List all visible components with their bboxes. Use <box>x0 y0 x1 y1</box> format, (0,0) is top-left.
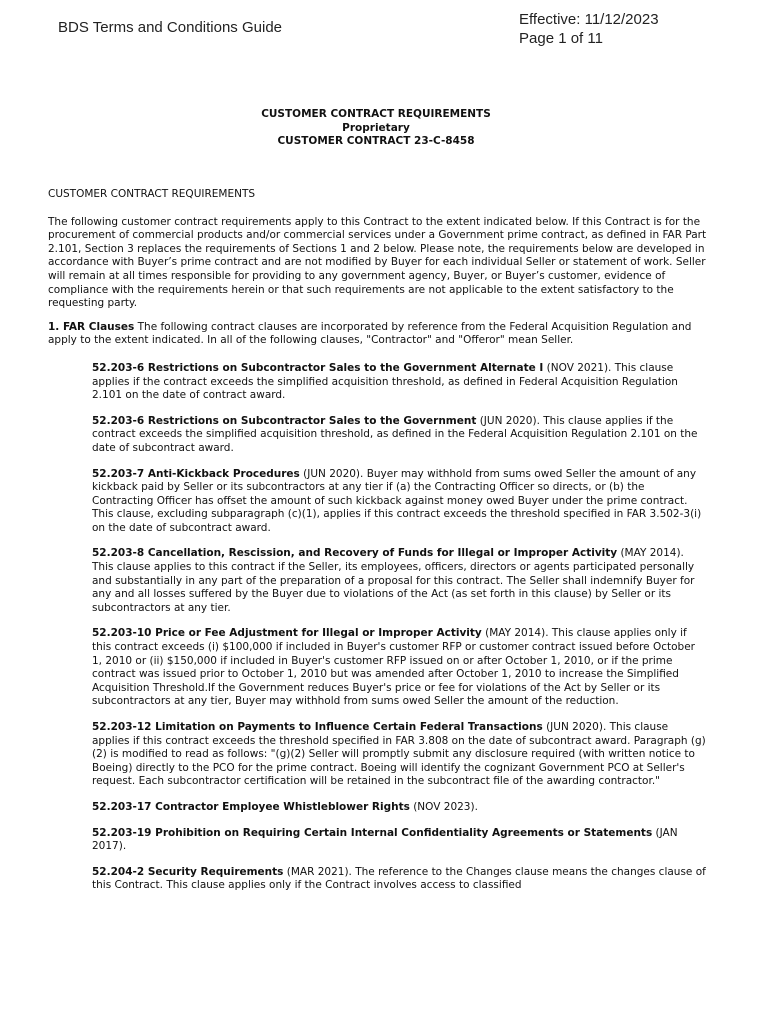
document-title: CUSTOMER CONTRACT REQUIREMENTS <box>261 108 491 120</box>
clause-item <box>92 627 708 709</box>
clause-text: (MAY 2014). This clause applies to this contract if the Seller, its employees, officers, directors or agents participated personally and substantially in any part of the preparation of a proposal for this contract. The Seller shall indemnify Buyer for any and all losses suffered by the Buyer due to violations of the Act (as set forth in this clause) by Seller or its subcontractors at any tier. <box>92 547 695 614</box>
document-body <box>48 188 708 905</box>
clause-text: (JAN 2017). <box>92 826 678 853</box>
clause-title: 52.203-8 Cancellation, Rescission, and Recovery of Funds for Illegal or Improper Activity <box>92 547 618 560</box>
clause-item <box>92 721 708 789</box>
contract-number: CUSTOMER CONTRACT 23-C-8458 <box>277 135 475 147</box>
clause-title: 52.203-12 Limitation on Payments to Influence Certain Federal Transactions <box>92 721 543 733</box>
clause-text: (JUN 2020). This clause applies if the contract exceeds the simplified acquisition threshold, as defined in the Federal Acquisition Regulation 2.101 on the date of subcontract award. <box>92 414 698 454</box>
proprietary-label: Proprietary <box>342 121 410 134</box>
document-titles <box>0 108 752 149</box>
clause-title: 52.203-17 Contractor Employee Whistleblower Rights <box>92 800 410 813</box>
far-clauses-text: The following contract clauses are incorporated by reference from the Federal Acquisition Regulation and apply to the extent indicated. In all of the following clauses, "Contractor" and "Offeror" mean Seller. <box>48 320 692 347</box>
header-guide-title: BDS Terms and Conditions Guide <box>58 19 283 36</box>
section-heading: CUSTOMER CONTRACT REQUIREMENTS <box>48 188 256 200</box>
clause-item <box>92 362 708 403</box>
clause-item <box>92 415 708 456</box>
clause-text: (JUN 2020). Buyer may withhold from sums owed Seller the amount of any kickback paid by Seller or its subcontractors at any tier if (a) the Contracting Officer so directs, or (b) the Contracting Officer has offset the amount of such kickback against money owed Buyer under the prime contract. This clause, excluding subparagraph (c)(1), applies if this contract exceeds the threshold specified in FAR 3.502-3(i) on the date of subcontract award. <box>92 467 702 534</box>
clause-item <box>92 547 708 615</box>
far-clauses-paragraph <box>48 321 708 348</box>
intro-paragraph: The following customer contract requirements apply to this Contract to the extent indicated below. If this Contract is for the procurement of commercial products and/or commercial services under a Government prime contract, as defined in FAR Part 2.101, Section 3 replaces the requirements of Sections 1 and 2 below. Please note, the requirements below are developed in accordance with Buyer’s prime contract and are not modified by Buyer for each individual Seller or statement of work. Seller will remain at all times responsible for providing to any government agency, Buyer, or Buyer’s customer, evidence of compliance with the requirements herein or that such requirements are not applicable to the extent satisfactory to the requesting party. <box>48 215 707 310</box>
clause-title: 52.203-6 Restrictions on Subcontractor Sales to the Government <box>92 414 477 427</box>
clause-text: (MAR 2021). The reference to the Changes clause means the changes clause of this Contract. This clause applies only if the Contract involves access to classified <box>92 865 706 892</box>
clause-text: (NOV 2021). This clause applies if the contract exceeds the simplified acquisition threshold, as defined in Federal Acquisition Regulation 2.101 on the date of contract award. <box>92 361 678 402</box>
clause-title: 52.203-7 Anti-Kickback Procedures <box>92 467 300 480</box>
clause-item <box>92 468 708 536</box>
clause-text: (NOV 2023). <box>409 800 478 813</box>
clause-title: 52.203-6 Restrictions on Subcontractor Sales to the Government Alternate I <box>92 361 544 374</box>
far-clauses-heading: 1. FAR Clauses <box>48 320 135 333</box>
clause-text: (JUN 2020). This clause applies if this contract exceeds the threshold specified in FAR 3.808 on the date of subcontract award. Paragraph (g)(2) is modified to read as follows: "(g)(2) Seller will promptly submit any disclosure required (with written notice to Boeing) directly to the PCO for the prime contract. Boeing will identify the cognizant Government PCO at Seller's request. Each subcontractor certification will be retained in the subcontract file of the awarding contractor." <box>92 721 706 788</box>
clause-title: 52.203-19 Prohibition on Requiring Certain Internal Confidentiality Agreements or Statements <box>92 826 653 839</box>
clause-item <box>92 827 708 854</box>
clause-text: (MAY 2014). This clause applies only if this contract exceeds (i) $100,000 if included in Buyer's customer RFP or customer contract issued before October 1, 2010 or (ii) $150,000 if included in Buyer's customer RFP issued on or after October 1, 2010, or if the prime contract was issued prior to October 1, 2010 but was amended after October 1, 2010 to increase the Simplified Acquisition Threshold.If the Government reduces Buyer's price or fee for violations of the Act by Seller or its subcontractors at any tier, Buyer may withhold from sums owed Seller the amount of the reduction. <box>92 627 695 708</box>
clause-title: 52.203-10 Price or Fee Adjustment for Illegal or Improper Activity <box>92 627 482 640</box>
clause-item <box>92 801 708 815</box>
clause-item <box>92 866 708 893</box>
page-number: Page 1 of 11 <box>519 30 603 47</box>
header-meta <box>519 10 659 48</box>
effective-date: Effective: 11/12/2023 <box>519 11 659 28</box>
clause-title: 52.204-2 Security Requirements <box>92 865 284 878</box>
